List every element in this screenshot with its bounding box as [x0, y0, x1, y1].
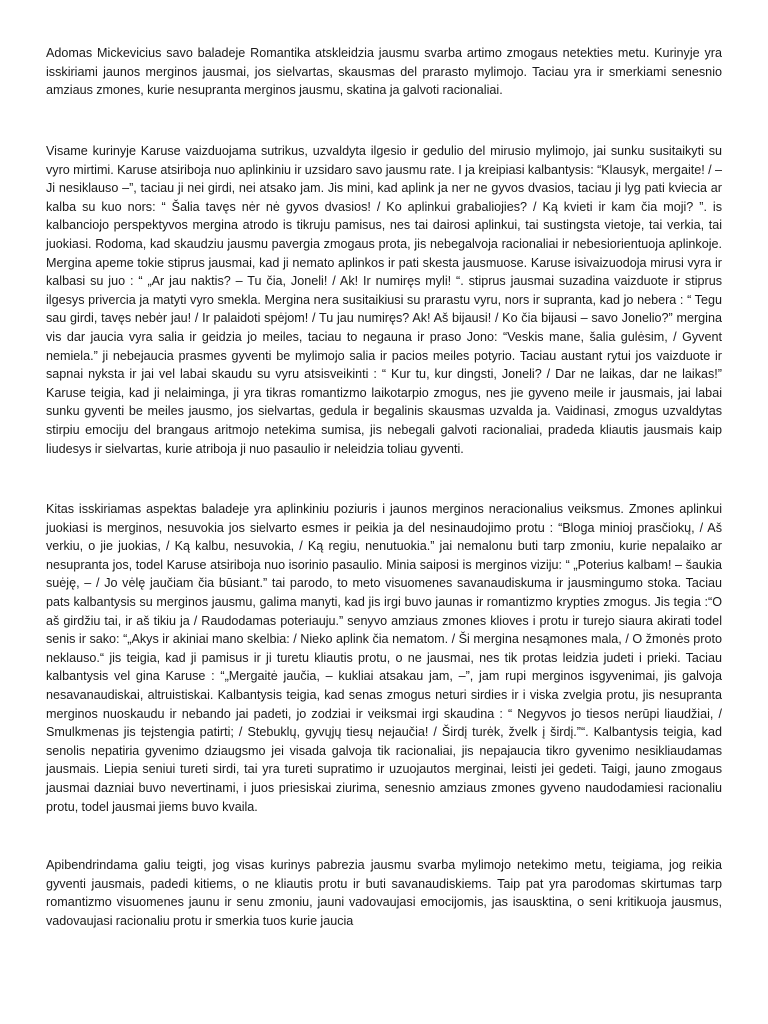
paragraph-society-view: Kitas isskiriamas aspektas baladeje yra aplinkiniu poziuris i jaunos merginos neracionalius veiksmus. Zmones aplinkui juokiasi is merginos, nesuvokia jos sielvarto esmes ir peikia ja del nesinaudojimo protu : “Bloga minioj prasčiokų, / Aš verkiu, o jie juokias, / Ką kalbu, nesuvokia, / Ką regiu, nenutuokia.” jai nemalonu buti tarp zmoniu, kurie nepalaiko ar nesupranta jos, todel Karuse atsiriboja nuo isorinio pasaulio. Minia saiposi is merginos viziju: “ „Poterius kalbam! – šaukia suėję, – / Jo vėlę jaučiam čia būsiant.” tai parodo, to meto visuomenes savanaudiskuma ir jausmingumo stoka. Taciau pats kalbantysis su merginos jausmu, galima manyti, kad jis irgi buvo jaunas ir romantizmo krypties zmogus. Jis tegia :“O aš girdžiu tai, ir aš tikiu ja / Raudodamas poteriauju.” senyvo amziaus zmones klioves i protu ir turejo siaura akirati todel senis ir sako: “„Akys ir akiniai mano skelbia: / Nieko aplink čia nematom. / Ši mergina nesąmones mala, / O žmonės proto neklauso.“ jis teigia, kad ji pamisus ir ji turetu kliautis protu, o ne jausmai, nes tik protas leidzia judeti i prieki. Taciau kalbantysis vel gina Karuse : “„Mergaitė jaučia, – kukliai atsakau jam, –”, jam rupi merginos isgyvenimai, jis galvoja nesavanaudiskai, altruistiskai. Kalbantysis teigia, kad senas zmogus neturi sirdies ir i viska zvelgia protu, jis nesupranta merginos nuoskaudu ir nebando jai padeti, jo zodziai ir veiksmai irgi skaudina : “ Negyvos jo tiesos nerūpi liaudžiai, / Smulkmenas jis tejstengia patirti; / Stebuklų, gyvųjų tiesų nejaučia! / Širdį turėk, žvelk į širdį.”“. Kalbantysis teigia, kad senolis nepatiria gyvenimo dziaugsmo jei visada galvoja tik racionaliai, jis nepajaucia tikro gyvenimo nesikliaudamas jausmais. Liepia seniui tureti sirdi, tai yra tureti supratimo ir uzuojautos merginai, leisti jei gedeti. Taigi, jauno zmogaus jausmai dazniai buvo nevertinami, i juos priesiskai ziurima, senesnio amziaus zmones gyveno naudodamiesi racionaliu protu, todel jausmai jiems buvo kvaila. [46, 502, 722, 814]
paragraph-karuse-grief: Visame kurinyje Karuse vaizduojama sutrikus, uzvaldyta ilgesio ir gedulio del mirusio mylimojo, jai sunku susitaikyti su vyro mirtimi. Karuse atsiriboja nuo aplinkiniu ir uzsidaro savo jausmu rate. I ja kreipiasi kalbantysis: “Klausyk, mergaite! / – Ji nesiklauso –”, taciau ji nei girdi, nei atsako jam. Jis mini, kad aplink ja ner ne gyvos dvasios, taciau ji lyg pati kviecia ar kalba su kuo nors: “ Šalia tavęs nėr nė gyvos dvasios! / Ko aplinkui grabaliojies? / Ką kvieti ir kam čia moji? ”. is kalbanciojo perspektyvos mergina atrodo is tikruju pamisus, nes tai dairosi aplinkui, tai sustingsta vietoje, tai verkia, tai juokiasi. Rodoma, kad skaudziu jausmu pavergia zmogaus prota, jis nebegalvoja racionaliai ir nebesiorientuoja aplinkoje. Mergina apeme tokie stiprus jausmai, kad ji nemato aplinkos ir pati skesta jausmuose. Karuse isivaizuodoja mirusi vyra ir kalbasi su juo : “ „Ar jau naktis? – Tu čia, Joneli! / Ak! Ir numiręs myli! “. stiprus jausmai suzadina vaizduote ir stiprus ilgesys privercia ja matyti vyro smekla. Mergina nera susitaikiusi su prarastu vyru, nors ir supranta, kad jo nebera : “ Tegu sau girdi, tavęs nebėr jau! / Ir palaidoti spėjom! / Tu jau numiręs? Ak! Aš bijausi! / Ko čia bijausi – savo Jonelio?” mergina vis dar jaucia vyra salia ir geidzia jo meiles, taciau to negauna ir praso Jono: “Veskis mane, šalia gulėsim, / Gyvent nemiela.” ji nebejaucia prasmes gyventi be mylimojo salia ir pacios meiles potyrio. Taciau austant rytui jos vaizduote ir sapnai nyksta ir jai vel labai skaudu su vyru atsisveikinti : “ Kur tu, kur dingsti, Joneli? / Dar ne laikas, dar ne laikas!” Karuse teigia, kad ji nelaiminga, ji yra tikras romantizmo laikotarpio zmogus, nes jie gyveno meile ir jausmais, jai labai sunku gyventi be meiles jausmo, jos sielvartas, gedula ir begalinis skausmas uzvalda ja. Vaidinasi, zmogus uzvaldytas stirpiu emociju del brangaus aritmojo netekima sumisa, jis nebegali galvoti racionaliai, pradeda kliautis jausmais kaip liudesys ir sielvartas, kurie atriboja ji nuo pasaulio ir neleidzia toliau gyventi. [46, 144, 722, 456]
paragraph-introduction: Adomas Mickevicius savo baladeje Romantika atskleidzia jausmu svarba artimo zmogaus netekties metu. Kurinyje yra isskiriami jaunos merginos jausmai, jos sielvartas, skausmas del prarasto mylimojo. Taciau yra ir smerkiami senesnio amziaus zmones, kurie nesupranta merginos jausmu, skatina ja galvoti racionaliai. [46, 46, 722, 98]
paragraph-conclusion: Apibendrindama galiu teigti, jog visas kurinys pabrezia jausmu svarba mylimojo netekimo metu, teigiama, jog reikia gyventi jausmais, padedi kitiems, o ne kliautis protu ir buti savanaudiskiems. Taip pat yra parodomas skirtumas tarp romantizmo visuomenes jaunu ir senu zmoniu, jauni vadovaujasi emocijomis, jas isausktina, o seni kritikuoja jausmus, vadovaujasi racionaliu protu ir smerkia tuos kurie jaucia [46, 858, 722, 928]
